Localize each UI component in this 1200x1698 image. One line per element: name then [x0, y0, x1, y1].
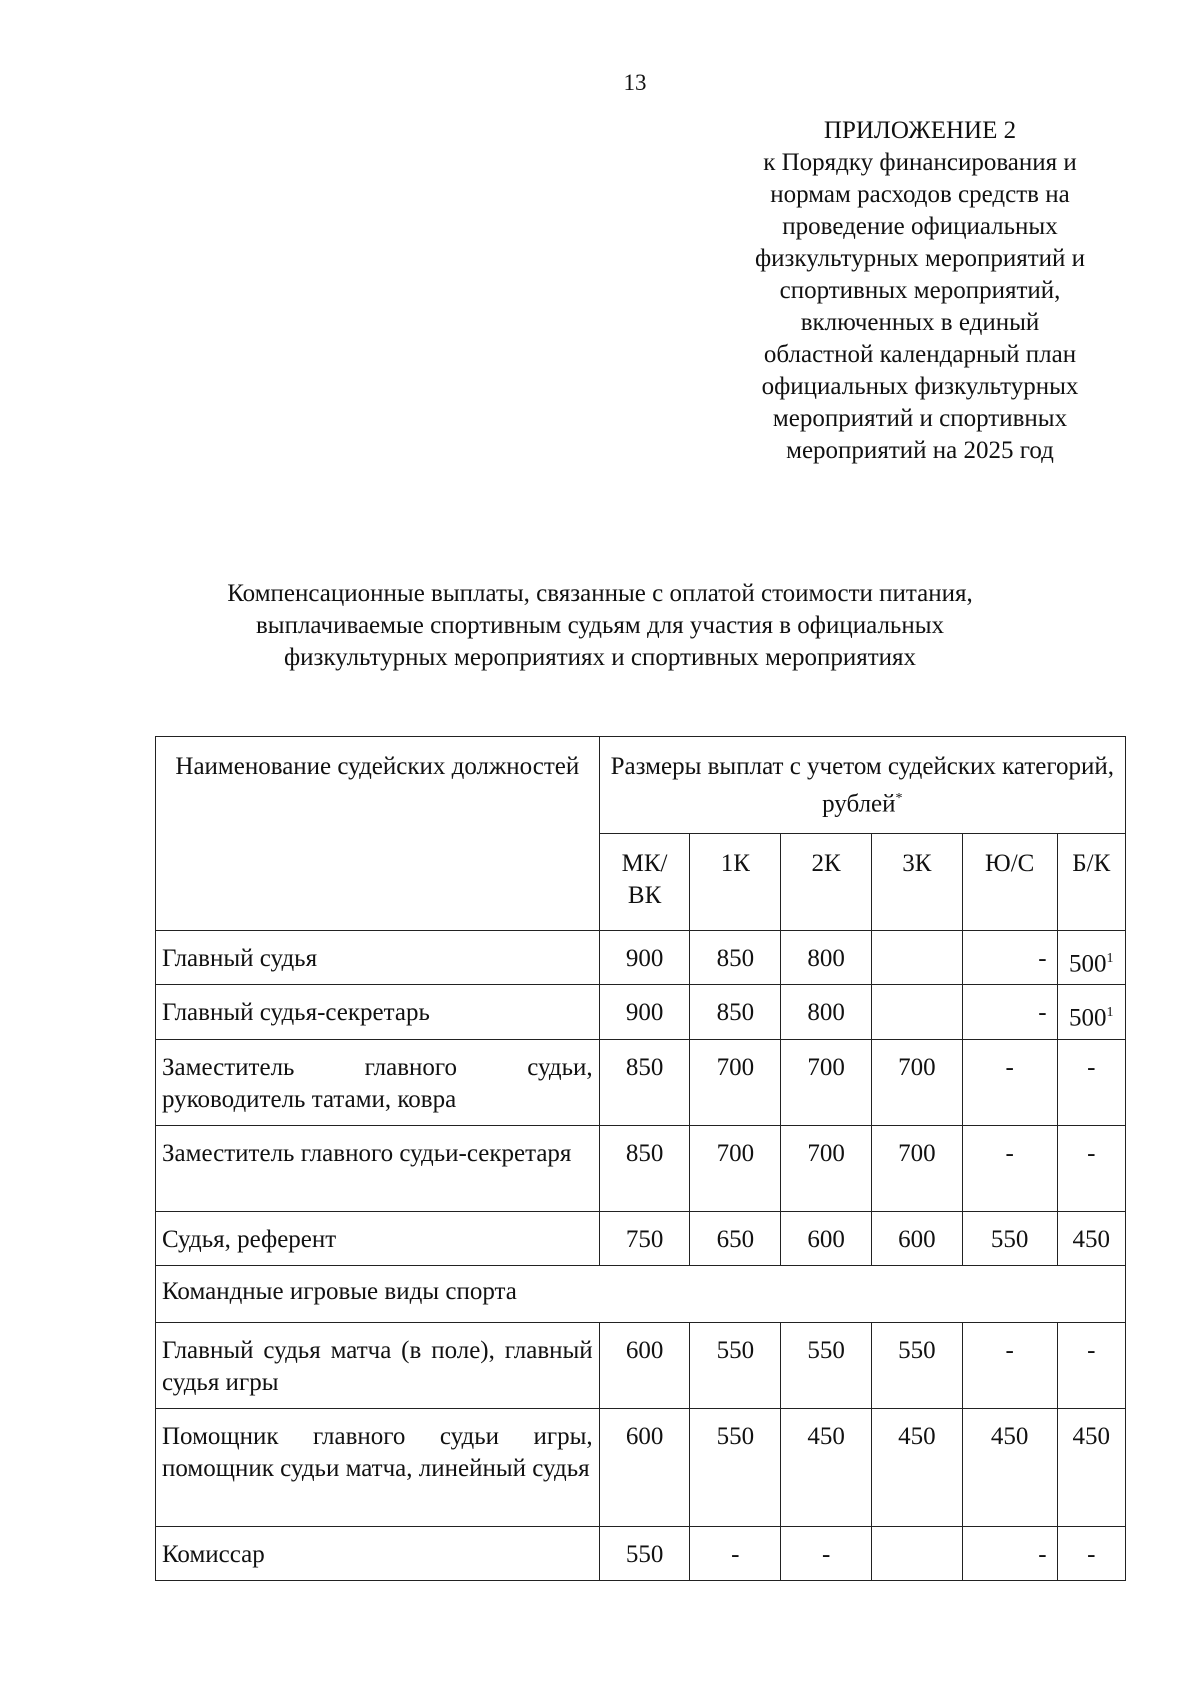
- value-cell: -: [1057, 1526, 1125, 1580]
- value-cell: [871, 1526, 962, 1580]
- value-cell: 550: [962, 1211, 1057, 1265]
- value-cell: 550: [781, 1322, 872, 1408]
- value-cell: 800: [781, 985, 872, 1039]
- value-cell: 450: [1057, 1211, 1125, 1265]
- value-cell: -: [781, 1526, 872, 1580]
- value-cell: 600: [599, 1322, 690, 1408]
- value-cell: 900: [599, 985, 690, 1039]
- value-cell: [1057, 985, 1125, 1039]
- value-cell: 700: [781, 1039, 872, 1125]
- value-cell: 550: [690, 1322, 781, 1408]
- value-cell: 450: [871, 1408, 962, 1526]
- table-row: [156, 1211, 1126, 1265]
- value-cell: -: [690, 1526, 781, 1580]
- value-text: 500: [1069, 950, 1107, 978]
- header-payment-sizes: [599, 737, 1125, 834]
- appendix-line: областной календарный план: [763, 341, 1077, 368]
- value-cell: 850: [599, 1039, 690, 1125]
- value-cell: -: [962, 1125, 1057, 1211]
- value-cell: -: [962, 1039, 1057, 1125]
- position-name: Главный судья-секретарь: [156, 985, 600, 1039]
- value-cell: 550: [599, 1526, 690, 1580]
- title-line: выплачиваемые спортивным судьям для участия в официальных: [255, 612, 945, 639]
- header-category: 3К: [871, 834, 962, 931]
- value-cell: -: [962, 985, 1057, 1039]
- position-name: Главный судья матча (в поле), главный судья игры: [156, 1322, 600, 1408]
- table-row: [156, 1408, 1126, 1526]
- value-cell: 550: [690, 1408, 781, 1526]
- position-name: Помощник главного судьи игры, помощник судьи матча, линейный судья: [156, 1408, 600, 1526]
- section-row: [156, 1265, 1126, 1322]
- value-cell: 600: [781, 1211, 872, 1265]
- header-category: Ю/С: [962, 834, 1057, 931]
- value-cell: 550: [871, 1322, 962, 1408]
- appendix-line: нормам расходов средств на: [770, 181, 1070, 208]
- page-number: 13: [623, 70, 647, 95]
- value-cell: 600: [599, 1408, 690, 1526]
- title-line: Компенсационные выплаты, связанные с оплатой стоимости питания,: [227, 580, 973, 607]
- value-cell: -: [962, 1526, 1057, 1580]
- value-cell: 700: [871, 1039, 962, 1125]
- value-cell: 650: [690, 1211, 781, 1265]
- value-cell: 450: [781, 1408, 872, 1526]
- appendix-header: [720, 115, 1120, 467]
- appendix-line: мероприятий на 2025 год: [786, 437, 1054, 464]
- value-cell: -: [1057, 1322, 1125, 1408]
- value-cell: -: [962, 1322, 1057, 1408]
- value-cell: 800: [781, 931, 872, 985]
- value-cell: 850: [690, 985, 781, 1039]
- value-cell: 850: [599, 1125, 690, 1211]
- value-cell: [1057, 931, 1125, 985]
- value-cell: 700: [871, 1125, 962, 1211]
- value-cell: [871, 931, 962, 985]
- value-cell: 900: [599, 931, 690, 985]
- header-category: Б/К: [1057, 834, 1125, 931]
- header-payment-sizes-text: Размеры выплат с учетом судейских категорий, рублей: [610, 753, 1115, 818]
- value-cell: 700: [690, 1125, 781, 1211]
- value-cell: -: [962, 931, 1057, 985]
- header-category: 2К: [781, 834, 872, 931]
- table-row: [156, 1322, 1126, 1408]
- appendix-line: спортивных мероприятий,: [779, 277, 1061, 304]
- document-title: [150, 578, 1050, 674]
- appendix-line: ПРИЛОЖЕНИЕ 2: [823, 117, 1017, 144]
- table-row: [156, 931, 1126, 985]
- appendix-line: проведение официальных: [782, 213, 1058, 240]
- payments-table: [155, 736, 1126, 1581]
- header-position-name: Наименование судейских должностей: [156, 737, 600, 931]
- section-title: Командные игровые виды спорта: [156, 1265, 1126, 1322]
- header-category: МК/ ВК: [599, 834, 690, 931]
- value-cell: 750: [599, 1211, 690, 1265]
- table-row: [156, 985, 1126, 1039]
- table-row: [156, 1526, 1126, 1580]
- appendix-line: официальных физкультурных: [761, 373, 1079, 400]
- table-header-row: [156, 737, 1126, 834]
- position-name: Заместитель главного судьи-секретаря: [156, 1125, 600, 1211]
- footnote-mark: 1: [1106, 1005, 1114, 1021]
- position-name: Главный судья: [156, 931, 600, 985]
- header-asterisk: *: [895, 791, 903, 806]
- value-cell: 450: [962, 1408, 1057, 1526]
- value-text: 500: [1069, 1004, 1107, 1032]
- value-cell: [871, 985, 962, 1039]
- value-cell: 700: [781, 1125, 872, 1211]
- appendix-line: включенных в единый: [800, 309, 1040, 336]
- value-cell: 850: [690, 931, 781, 985]
- value-cell: 700: [690, 1039, 781, 1125]
- value-cell: -: [1057, 1125, 1125, 1211]
- value-cell: 450: [1057, 1408, 1125, 1526]
- table-row: [156, 1039, 1126, 1125]
- table-row: [156, 1125, 1126, 1211]
- position-name: Заместитель главного судьи, руководитель татами, ковра: [156, 1039, 600, 1125]
- title-line: физкультурных мероприятиях и спортивных мероприятиях: [283, 644, 917, 671]
- value-cell: -: [1057, 1039, 1125, 1125]
- position-name: Комиссар: [156, 1526, 600, 1580]
- footnote-mark: 1: [1106, 951, 1114, 966]
- appendix-line: физкультурных мероприятий и: [754, 245, 1086, 272]
- appendix-line: к Порядку финансирования и: [763, 149, 1077, 176]
- position-name: Судья, референт: [156, 1211, 600, 1265]
- value-cell: 600: [871, 1211, 962, 1265]
- appendix-line: мероприятий и спортивных: [772, 405, 1068, 432]
- header-category: 1К: [690, 834, 781, 931]
